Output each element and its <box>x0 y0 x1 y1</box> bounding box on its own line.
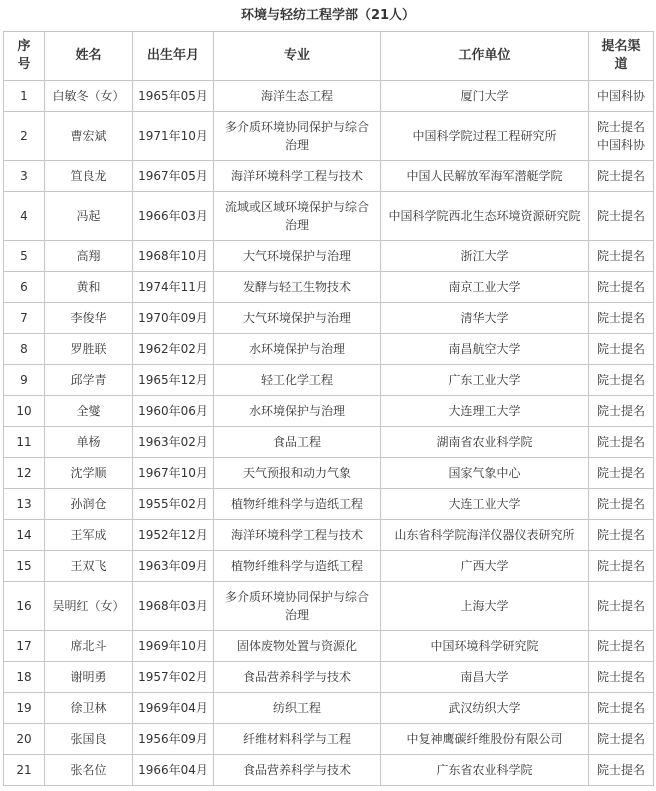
cell-unit: 清华大学 <box>381 303 589 334</box>
table-row <box>4 396 654 427</box>
channel-label: 院士提名 <box>596 249 645 263</box>
table-row <box>4 334 654 365</box>
header-number: 序号 <box>4 32 45 81</box>
cell-major: 纺织工程 <box>214 693 381 724</box>
cell-birth: 1962年02月 <box>133 334 214 365</box>
cell-name: 邱学青 <box>45 365 133 396</box>
cell-channel <box>589 81 654 112</box>
cell-name: 冯起 <box>45 192 133 241</box>
cell-number: 18 <box>4 662 45 693</box>
table-body <box>4 81 654 786</box>
cell-birth: 1963年09月 <box>133 551 214 582</box>
channel-label: 院士提名 <box>596 528 645 542</box>
channel-label: 院士提名 <box>596 763 645 777</box>
cell-number: 15 <box>4 551 45 582</box>
table-row <box>4 755 654 786</box>
cell-number: 19 <box>4 693 45 724</box>
cell-unit: 国家气象中心 <box>381 458 589 489</box>
cell-birth: 1966年03月 <box>133 192 214 241</box>
channel-label: 院士提名 <box>596 373 645 387</box>
cell-name: 笪良龙 <box>45 161 133 192</box>
cell-number: 1 <box>4 81 45 112</box>
cell-major: 天气预报和动力气象 <box>214 458 381 489</box>
cell-number: 21 <box>4 755 45 786</box>
channel-label: 院士提名 <box>596 670 645 684</box>
cell-name: 黄和 <box>45 272 133 303</box>
cell-major: 食品工程 <box>214 427 381 458</box>
cell-channel <box>589 489 654 520</box>
cell-number: 7 <box>4 303 45 334</box>
cell-channel <box>589 334 654 365</box>
table-row <box>4 662 654 693</box>
channel-label: 院士提名 <box>596 599 645 613</box>
cell-major: 发酵与轻工生物技术 <box>214 272 381 303</box>
cell-unit: 浙江大学 <box>381 241 589 272</box>
table-row <box>4 693 654 724</box>
cell-major: 食品营养科学与技术 <box>214 662 381 693</box>
cell-unit: 南昌航空大学 <box>381 334 589 365</box>
cell-channel <box>589 112 654 161</box>
cell-number: 16 <box>4 582 45 631</box>
table-row <box>4 272 654 303</box>
cell-name: 曹宏斌 <box>45 112 133 161</box>
table-row <box>4 551 654 582</box>
cell-number: 3 <box>4 161 45 192</box>
cell-name: 吴明红（女） <box>45 582 133 631</box>
cell-unit: 中国环境科学研究院 <box>381 631 589 662</box>
cell-unit: 大连理工大学 <box>381 396 589 427</box>
cell-name: 王双飞 <box>45 551 133 582</box>
cell-birth: 1967年10月 <box>133 458 214 489</box>
cell-birth: 1968年10月 <box>133 241 214 272</box>
table-row <box>4 365 654 396</box>
header-name: 姓名 <box>45 32 133 81</box>
table-row <box>4 161 654 192</box>
channel-label: 院士提名 <box>596 435 645 449</box>
cell-unit: 湖南省农业科学院 <box>381 427 589 458</box>
cell-channel <box>589 427 654 458</box>
cell-channel <box>589 755 654 786</box>
cell-name: 席北斗 <box>45 631 133 662</box>
cell-birth: 1974年11月 <box>133 272 214 303</box>
channel-label: 院士提名 <box>596 701 645 715</box>
roster-table <box>3 31 654 786</box>
cell-major: 水环境保护与治理 <box>214 396 381 427</box>
cell-unit: 厦门大学 <box>381 81 589 112</box>
cell-number: 4 <box>4 192 45 241</box>
channel-label: 院士提名 <box>596 639 645 653</box>
channel-label: 院士提名 <box>596 311 645 325</box>
cell-unit: 山东省科学院海洋仪器仪表研究所 <box>381 520 589 551</box>
cell-name: 王军成 <box>45 520 133 551</box>
cell-birth: 1971年10月 <box>133 112 214 161</box>
cell-channel <box>589 693 654 724</box>
channel-label: 院士提名 <box>596 280 645 294</box>
cell-number: 14 <box>4 520 45 551</box>
table-row <box>4 458 654 489</box>
cell-birth: 1967年05月 <box>133 161 214 192</box>
cell-birth: 1955年02月 <box>133 489 214 520</box>
cell-unit: 上海大学 <box>381 582 589 631</box>
cell-birth: 1965年12月 <box>133 365 214 396</box>
table-row <box>4 427 654 458</box>
channel-label: 院士提名 <box>596 169 645 183</box>
header-unit: 工作单位 <box>381 32 589 81</box>
cell-name: 罗胜联 <box>45 334 133 365</box>
cell-unit: 中复神鹰碳纤维股份有限公司 <box>381 724 589 755</box>
cell-number: 17 <box>4 631 45 662</box>
table-row <box>4 724 654 755</box>
cell-number: 11 <box>4 427 45 458</box>
cell-major: 固体废物处置与资源化 <box>214 631 381 662</box>
cell-major: 海洋环境科学工程与技术 <box>214 161 381 192</box>
table-row <box>4 303 654 334</box>
cell-major: 大气环境保护与治理 <box>214 303 381 334</box>
table-row <box>4 241 654 272</box>
cell-birth: 1957年02月 <box>133 662 214 693</box>
channel-label: 中国科协 <box>596 89 645 103</box>
cell-name: 张名位 <box>45 755 133 786</box>
cell-name: 沈学顺 <box>45 458 133 489</box>
cell-channel <box>589 458 654 489</box>
cell-channel <box>589 520 654 551</box>
channel-label: 院士提名 <box>596 466 645 480</box>
cell-unit: 广西大学 <box>381 551 589 582</box>
cell-unit: 南昌大学 <box>381 662 589 693</box>
table-row <box>4 81 654 112</box>
cell-birth: 1952年12月 <box>133 520 214 551</box>
page-title: 环境与轻纺工程学部（21人） <box>240 8 416 23</box>
channel-label: 中国科协 <box>596 138 645 152</box>
cell-name: 全燮 <box>45 396 133 427</box>
cell-birth: 1970年09月 <box>133 303 214 334</box>
cell-channel <box>589 272 654 303</box>
cell-unit: 广东省农业科学院 <box>381 755 589 786</box>
table-row <box>4 489 654 520</box>
cell-name: 谢明勇 <box>45 662 133 693</box>
channel-label: 院士提名 <box>596 342 645 356</box>
cell-channel <box>589 631 654 662</box>
cell-birth: 1966年04月 <box>133 755 214 786</box>
cell-unit: 中国科学院西北生态环境资源研究院 <box>381 192 589 241</box>
cell-name: 李俊华 <box>45 303 133 334</box>
cell-major: 植物纤维科学与造纸工程 <box>214 489 381 520</box>
cell-major: 水环境保护与治理 <box>214 334 381 365</box>
table-row <box>4 520 654 551</box>
cell-birth: 1969年10月 <box>133 631 214 662</box>
cell-channel <box>589 724 654 755</box>
cell-number: 5 <box>4 241 45 272</box>
cell-channel <box>589 365 654 396</box>
cell-major: 大气环境保护与治理 <box>214 241 381 272</box>
cell-major: 纤维材料科学与工程 <box>214 724 381 755</box>
cell-name: 白敏冬（女） <box>45 81 133 112</box>
cell-major: 轻工化学工程 <box>214 365 381 396</box>
cell-number: 6 <box>4 272 45 303</box>
cell-channel <box>589 396 654 427</box>
cell-number: 2 <box>4 112 45 161</box>
cell-channel <box>589 241 654 272</box>
cell-channel <box>589 192 654 241</box>
table-row <box>4 112 654 161</box>
cell-name: 单杨 <box>45 427 133 458</box>
cell-number: 13 <box>4 489 45 520</box>
header-major: 专业 <box>214 32 381 81</box>
cell-major: 植物纤维科学与造纸工程 <box>214 551 381 582</box>
header-birth: 出生年月 <box>133 32 214 81</box>
channel-label: 院士提名 <box>596 732 645 746</box>
cell-unit: 中国科学院过程工程研究所 <box>381 112 589 161</box>
table-row <box>4 192 654 241</box>
cell-major: 海洋环境科学工程与技术 <box>214 520 381 551</box>
cell-number: 12 <box>4 458 45 489</box>
cell-birth: 1968年03月 <box>133 582 214 631</box>
table-header-row <box>4 32 654 81</box>
cell-unit: 中国人民解放军海军潜艇学院 <box>381 161 589 192</box>
cell-unit: 广东工业大学 <box>381 365 589 396</box>
cell-unit: 南京工业大学 <box>381 272 589 303</box>
cell-number: 8 <box>4 334 45 365</box>
cell-major: 海洋生态工程 <box>214 81 381 112</box>
cell-major: 食品营养科学与技术 <box>214 755 381 786</box>
cell-channel <box>589 303 654 334</box>
channel-label: 院士提名 <box>596 559 645 573</box>
cell-birth: 1969年04月 <box>133 693 214 724</box>
cell-channel <box>589 662 654 693</box>
channel-label: 院士提名 <box>596 404 645 418</box>
table-row <box>4 631 654 662</box>
cell-number: 9 <box>4 365 45 396</box>
cell-birth: 1963年02月 <box>133 427 214 458</box>
channel-label: 院士提名 <box>596 120 645 134</box>
cell-name: 张国良 <box>45 724 133 755</box>
table-row <box>4 582 654 631</box>
cell-name: 徐卫林 <box>45 693 133 724</box>
cell-number: 10 <box>4 396 45 427</box>
cell-major: 多介质环境协同保护与综合治理 <box>214 112 381 161</box>
cell-unit: 大连工业大学 <box>381 489 589 520</box>
cell-unit: 武汉纺织大学 <box>381 693 589 724</box>
channel-label: 院士提名 <box>596 497 645 511</box>
cell-major: 多介质环境协同保护与综合治理 <box>214 582 381 631</box>
channel-label: 院士提名 <box>596 209 645 223</box>
cell-birth: 1956年09月 <box>133 724 214 755</box>
cell-major: 流域或区域环境保护与综合治理 <box>214 192 381 241</box>
cell-channel <box>589 161 654 192</box>
cell-channel <box>589 551 654 582</box>
cell-name: 高翔 <box>45 241 133 272</box>
header-channel: 提名渠道 <box>589 32 654 81</box>
cell-channel <box>589 582 654 631</box>
cell-birth: 1960年06月 <box>133 396 214 427</box>
cell-number: 20 <box>4 724 45 755</box>
cell-birth: 1965年05月 <box>133 81 214 112</box>
cell-name: 孙润仓 <box>45 489 133 520</box>
